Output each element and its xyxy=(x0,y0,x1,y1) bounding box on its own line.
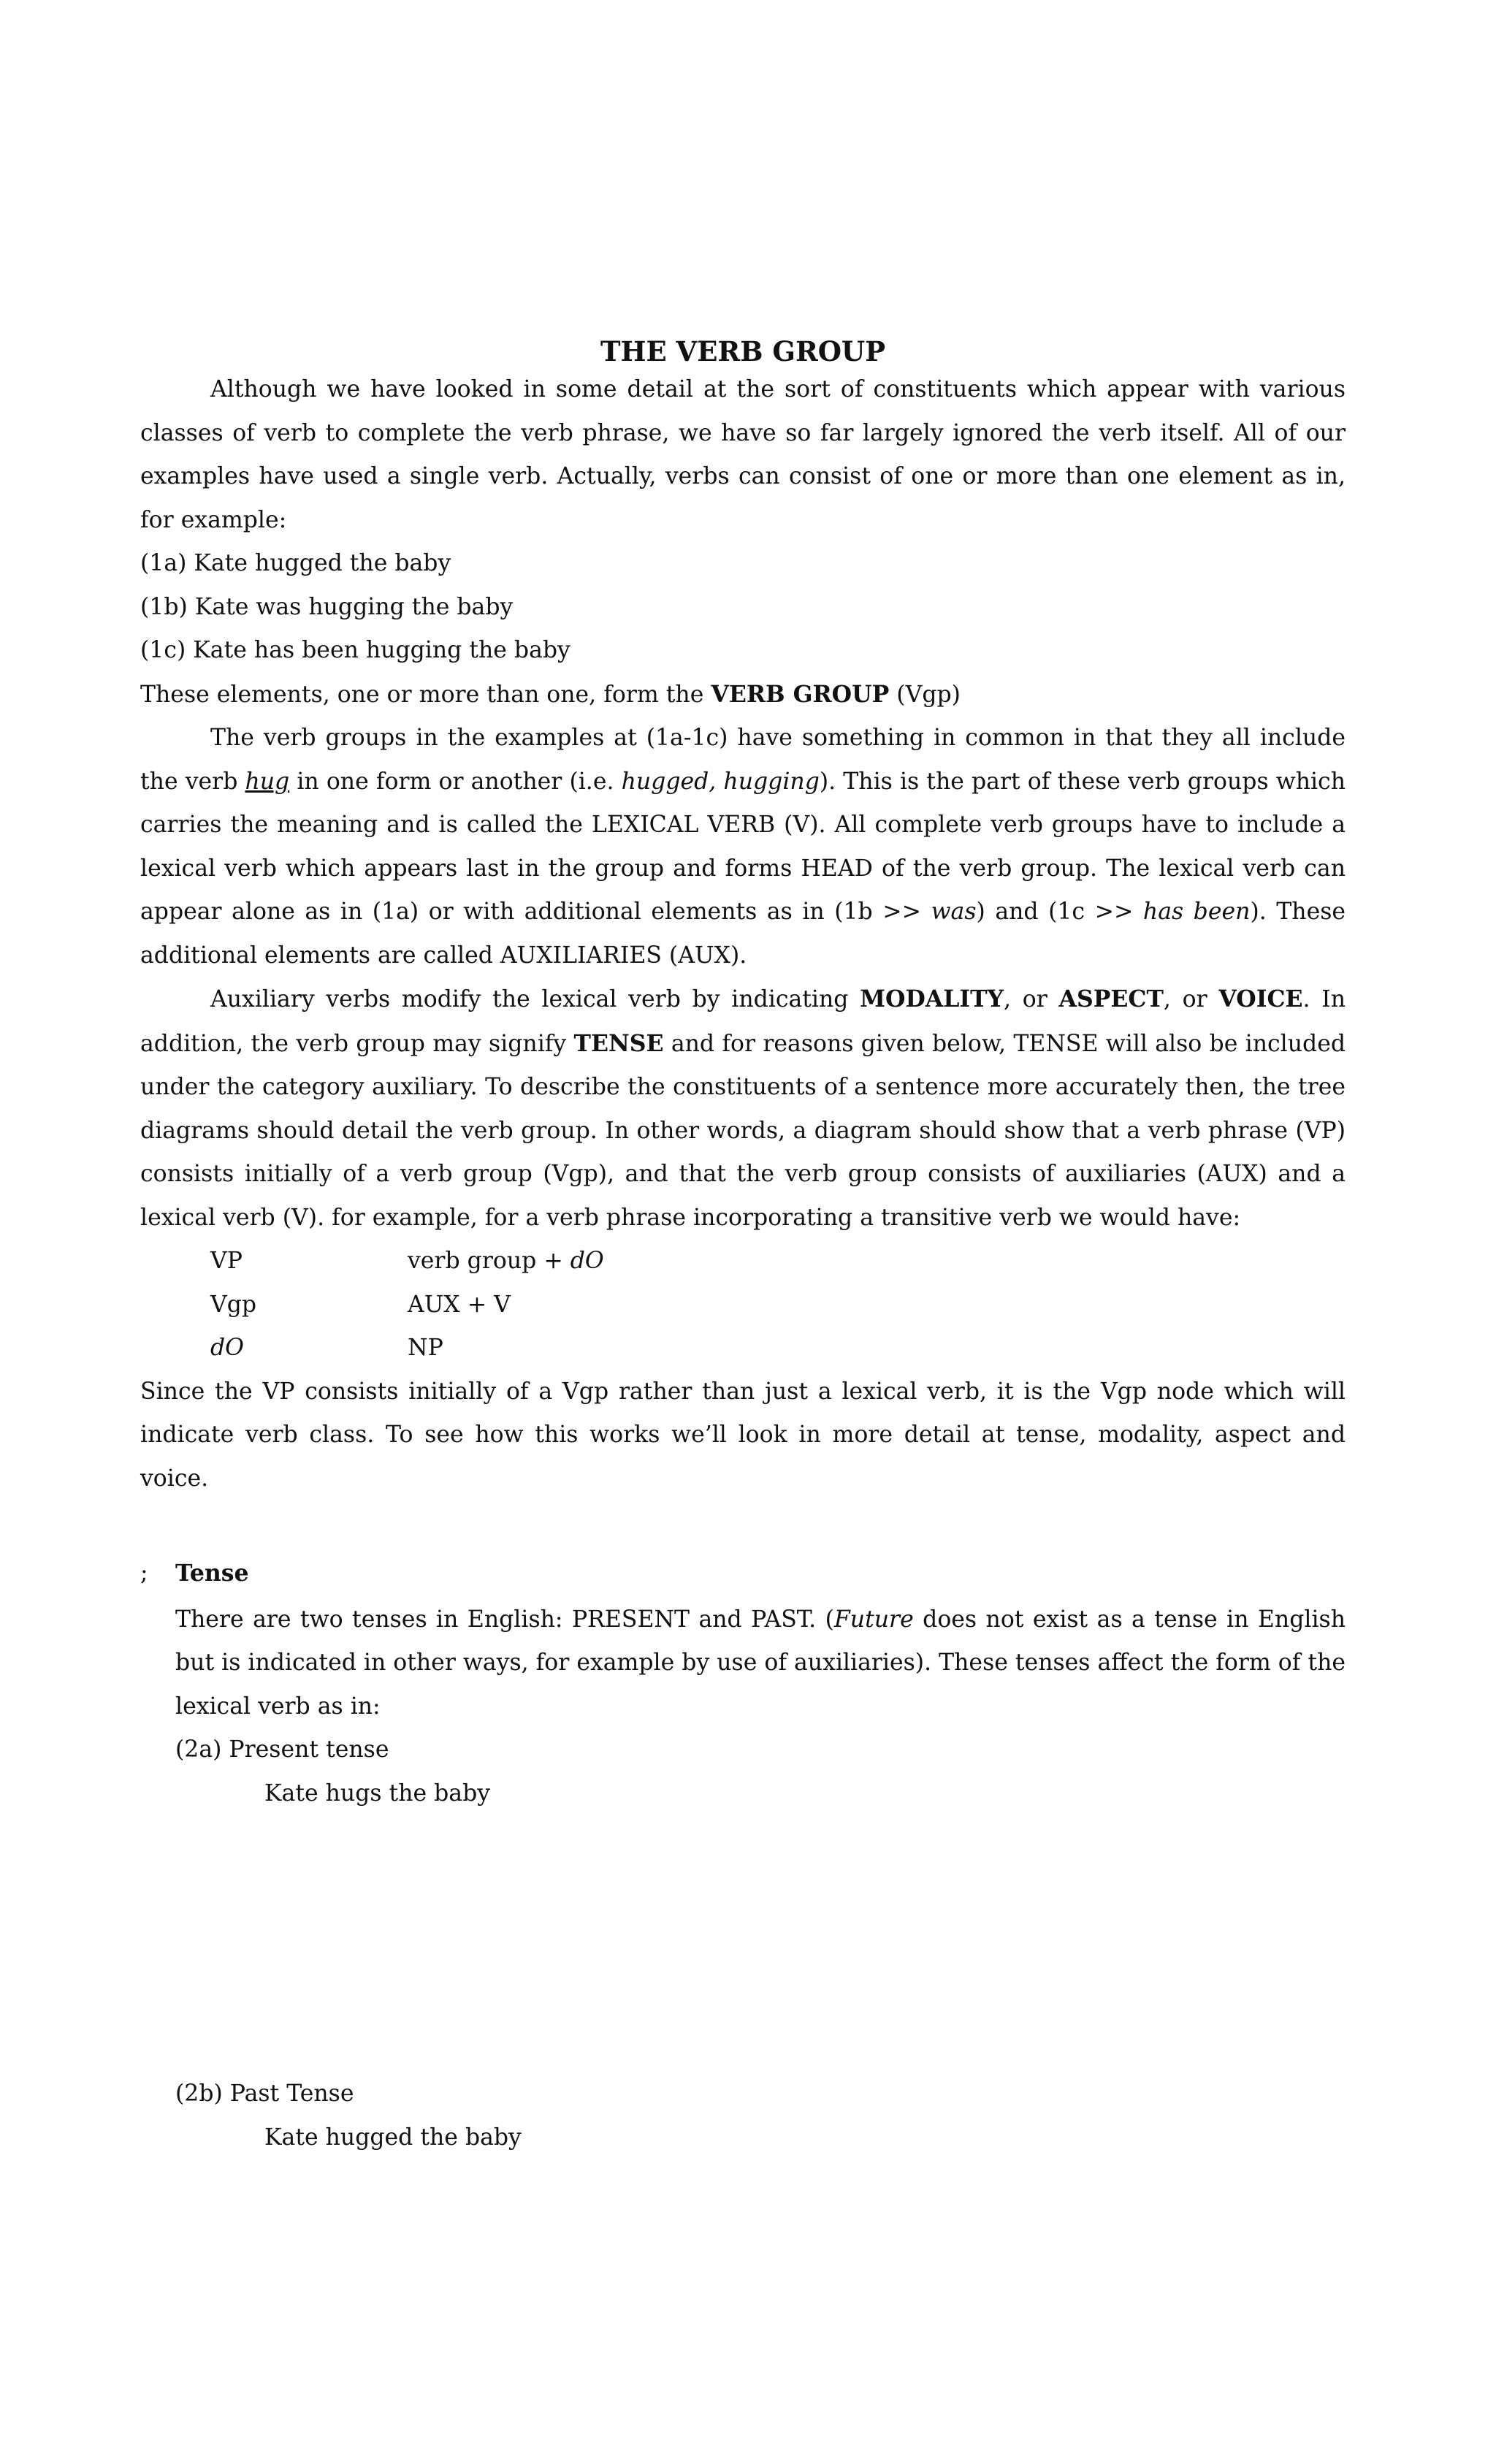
rule-right-italic: dO xyxy=(570,1248,604,1274)
text-run: The verb groups in the examples at (1a-1c) have something in common in that they all include the verb xyxy=(140,725,1346,795)
modality-term: MODALITY xyxy=(860,985,1004,1012)
rule-row xyxy=(140,1284,1346,1327)
rule-right-text: verb group + xyxy=(408,1248,570,1274)
summary-paragraph: Since the VP consists initially of a Vgp rather than just a lexical verb, it is the Vgp node which will indicate verb class. To see how this works we’ll look in more detail at tense, modality, aspect and voice. xyxy=(140,1378,1346,1492)
section-heading-tense xyxy=(140,1552,1346,1595)
hug-forms: hugged, hugging xyxy=(621,768,820,795)
example-2b-sentence: Kate hugged the baby xyxy=(264,2124,522,2151)
example-2a-label: (2a) Present tense xyxy=(175,1736,389,1763)
future-term: Future xyxy=(833,1606,914,1633)
page-title: THE VERB GROUP xyxy=(600,335,886,367)
text-run: Auxiliary verbs modify the lexical verb by indicating xyxy=(210,986,860,1012)
was-term: was xyxy=(931,899,977,925)
bullet-marker: ; xyxy=(140,1560,148,1586)
blank-space xyxy=(175,1815,1346,2072)
example-2a-sentence: Kate hugs the baby xyxy=(264,1780,491,1807)
verb-group-definition-text: These elements, one or more than one, form the xyxy=(140,681,711,708)
has-been-term: has been xyxy=(1142,899,1251,925)
text-run: There are two tenses in English: PRESENT and PAST. ( xyxy=(175,1606,834,1633)
example-1b: (1b) Kate was hugging the baby xyxy=(140,593,514,620)
example-1c: (1c) Kate has been hugging the baby xyxy=(140,637,570,663)
auxiliary-paragraph xyxy=(140,977,1346,1240)
tense-term: TENSE xyxy=(573,1029,664,1057)
verb-group-definition xyxy=(140,673,1346,717)
text-run: ) and (1c >> xyxy=(976,899,1143,925)
example-2b-label: (2b) Past Tense xyxy=(175,2080,354,2107)
rule-row xyxy=(140,1240,1346,1284)
text-run: ). This is the part of these verb groups which carries the meaning and is called the LEXICAL VERB (V). All complete verb groups have to include a lexical verb which appears last in the group and forms HEAD of the verb group. The lexical verb can appear alone as in (1a) or with additional elements as in (1b >> xyxy=(140,768,1346,925)
rule-left: VP xyxy=(210,1248,243,1274)
section-heading-text: Tense xyxy=(175,1560,249,1587)
rule-right xyxy=(408,1240,604,1284)
intro-paragraph: Although we have looked in some detail at the sort of constituents which appear with various classes of verb to complete the verb phrase, we have so far largely ignored the verb itself. All of our examples have used a single verb. Actually, verbs can consist of one or more than one element as in, for example: xyxy=(140,376,1346,533)
verb-group-term: VERB GROUP xyxy=(711,680,890,708)
example-1a: (1a) Kate hugged the baby xyxy=(140,550,451,576)
rule-right: NP xyxy=(408,1335,443,1361)
hug-term: hug xyxy=(245,768,290,795)
tense-intro-paragraph xyxy=(175,1598,1346,1729)
tense-section-body xyxy=(140,1598,1346,2160)
text-run: , or xyxy=(1004,986,1059,1012)
text-run: . In addition, the verb group may signify xyxy=(140,986,1346,1057)
rule-left: dO xyxy=(210,1335,244,1361)
lexical-verb-paragraph xyxy=(140,717,1346,977)
rule-right: AUX + V xyxy=(408,1291,511,1318)
text-run: , or xyxy=(1163,986,1219,1012)
verb-group-abbrev: (Vgp) xyxy=(889,681,961,708)
text-run: does not exist as a tense in English but is indicated in other ways, for example by use of auxiliaries). These tenses affect the form of the lexical verb as in: xyxy=(175,1606,1346,1720)
rule-left: Vgp xyxy=(210,1291,257,1318)
voice-term: VOICE xyxy=(1218,985,1303,1012)
document-page xyxy=(140,335,1346,2159)
text-run: in one form or another (i.e. xyxy=(289,768,622,795)
text-run: ). These additional elements are called AUXILIARIES (AUX). xyxy=(140,899,1346,969)
text-run: and for reasons given below, TENSE will also be included under the category auxiliary. To describe the constituents of a sentence more accurately then, the tree diagrams should detail the verb group. In other words, a diagram should show that a verb phrase (VP) consists initially of a verb group (Vgp), and that the verb group consists of auxiliaries (AUX) and a lexical verb (V). for example, for a verb phrase incorporating a transitive verb we would have: xyxy=(140,1030,1346,1231)
rule-row xyxy=(140,1327,1346,1370)
aspect-term: ASPECT xyxy=(1058,985,1164,1012)
